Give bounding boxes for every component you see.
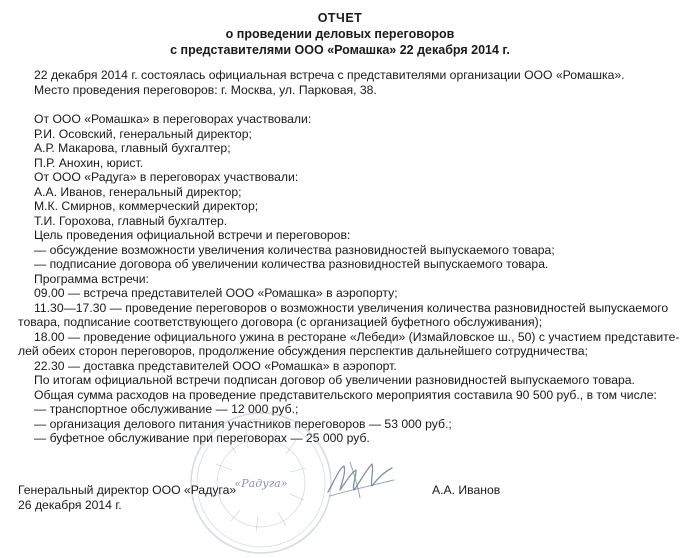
program-item: 18.00 — проведение официального ужина в ресторане «Лебеди» (Измайловское ш., 50) с участием представите- — [34, 329, 680, 344]
participant-line: А.Р. Макарова, главный бухгалтер; — [34, 141, 231, 155]
report-header — [0, 10, 680, 58]
report-body — [18, 68, 680, 446]
signatory-position: Генеральный директор ООО «Радуга» — [18, 483, 237, 497]
paragraph-total: Общая сумма расходов на проведение представительского мероприятия составила 90 500 руб., в том числе: — [34, 387, 657, 402]
goal-item: — обсуждение возможности увеличения количества разновидностей выпускаемого товара; — [34, 242, 555, 257]
paragraph-location: Место проведения переговоров: г. Москва, ул. Парковая, 38. — [34, 82, 377, 97]
signatory-name: А.А. Иванов — [432, 483, 501, 497]
program-item-continuation: лей обеих сторон переговоров, продолжение обсуждения перспектив дальнейшего сотрудничества; — [18, 344, 588, 358]
cost-item: — буфетное обслуживание при переговорах — 25 000 руб. — [34, 431, 370, 445]
goal-item: — подписание договора об увеличении количества разновидностей выпускаемого товара. — [34, 257, 549, 271]
paragraph-meeting: 22 декабря 2014 г. состоялась официальная встреча с представителями организации ООО «Ромашка». — [34, 68, 625, 82]
seal-text: «Радуга» — [234, 477, 288, 490]
goal-heading: Цель проведения официальной встречи и переговоров: — [34, 228, 351, 242]
raduga-participants-heading: От ООО «Радуга» в переговорах участвовали: — [34, 170, 299, 184]
program-item: 09.00 — встреча представителей ООО «Ромашка» в аэропорту; — [34, 286, 398, 300]
signature-date: 26 декабря 2014 г. — [18, 497, 122, 512]
signature-block — [18, 483, 236, 512]
program-item: 22.30 — доставка представителей ООО «Ромашка» в аэропорт. — [34, 358, 397, 373]
cost-item: — транспортное обслуживание — 12 000 руб.; — [34, 402, 299, 416]
paragraph-result: По итогам официальной встречи подписан договор об увеличении разновидностей выпускаемого товара. — [34, 373, 635, 387]
spacer — [18, 97, 670, 112]
participant-line: П.Р. Анохин, юрист. — [34, 155, 144, 170]
program-heading: Программа встречи: — [34, 271, 149, 286]
report-title: ОТЧЕТ — [317, 11, 363, 25]
participant-line: Т.И. Горохова, главный бухгалтер. — [34, 213, 228, 228]
participant-line: М.К. Смирнов, коммерческий директор; — [34, 199, 259, 213]
participant-line: Р.И. Осовский, генеральный директор; — [34, 126, 252, 141]
report-subtitle-line-2: с представителями ООО «Ромашка» 22 декабря 2014 г. — [170, 43, 510, 57]
report-subtitle-line-1: о проведении деловых переговоров — [225, 27, 455, 41]
program-item-continuation: товара, подписание соответствующего договора (с организацией буфетного обслуживания); — [18, 315, 543, 329]
cost-item: — организация делового питания участников переговоров — 53 000 руб.; — [34, 416, 452, 431]
participant-line: А.А. Иванов, генеральный директор; — [34, 184, 242, 199]
program-item: 11.30—17.30 — проведение переговоров о возможности увеличения количества разновидностей выпускаемого — [34, 300, 669, 315]
handwritten-signature — [320, 452, 400, 502]
romashka-participants-heading: От ООО «Ромашка» в переговорах участвовали: — [34, 112, 312, 126]
